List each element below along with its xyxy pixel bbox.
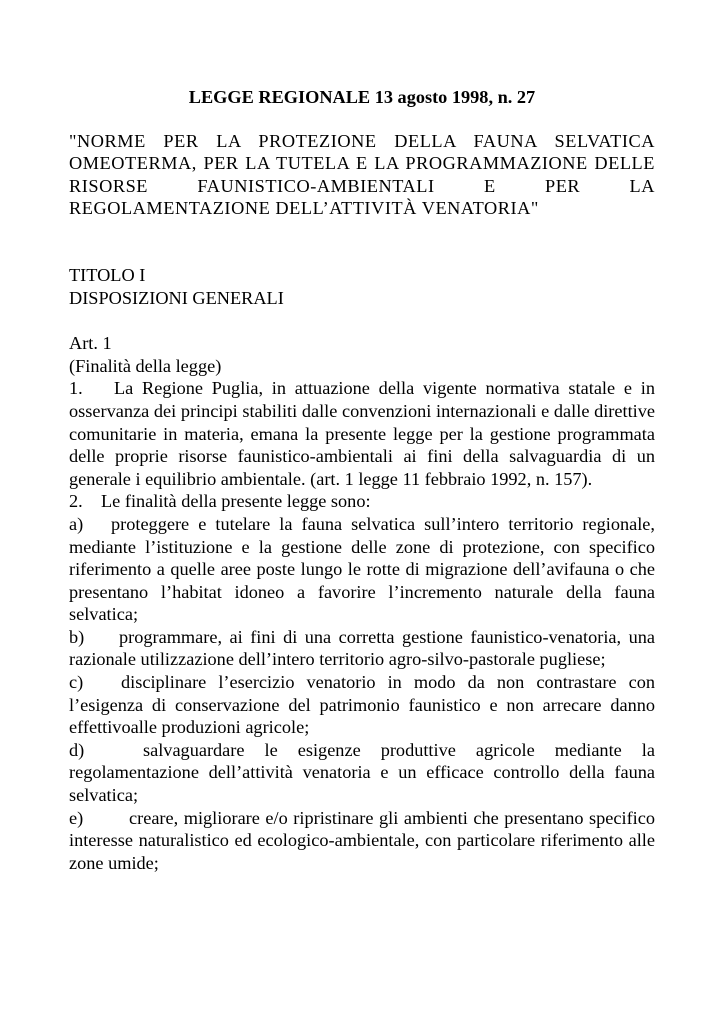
item-text: creare, migliorare e/o ripristinare gli ambienti che presentano specifico interesse naturalistico ed ecologico-ambientale, con particolare riferimento alle zone umide; [69,807,655,873]
list-item-d [69,739,655,807]
list-item-b [69,626,655,671]
item-text: salvaguardare le esigenze produttive agricole mediante la regolamentazione dell’attività venatoria e un efficace controllo della fauna selvatica; [69,739,655,806]
article-1 [69,332,655,874]
item-text: proteggere e tutelare la fauna selvatica sull’intero territorio regionale, mediante l’istituzione e la gestione delle zone di protezione, con specifico riferimento a quelle aree poste lungo le rotte di migrazione dell’avifauna o che presentano l’habitat idoneo a favorire l’incremento naturale della fauna selvatica; [69,513,655,625]
item-letter: a) [69,513,84,534]
titolo-block [69,264,655,309]
law-title: LEGGE REGIONALE 13 agosto 1998, n. 27 [188,87,536,107]
item-letter: c) [69,672,84,693]
paragraph-1 [69,377,655,490]
item-text: programmare, ai fini di una corretta gestione faunistico-venatoria, una razionale utilizzazione dell’intero territorio agro-silvo-pastorale pugliese; [69,626,655,670]
item-letter: d) [69,739,85,760]
list-item-c [69,671,655,739]
law-subtitle: "NORME PER LA PROTEZIONE DELLA FAUNA SELVATICA OMEOTERMA, PER LA TUTELA E LA PROGRAMMAZIONE DELLE RISORSE FAUNISTICO-AMBIENTALI E PER LA REGOLAMENTAZIONE DELL’ATTIVITÀ VENATORIA" [69,130,655,219]
paragraph-text: La Regione Puglia, in attuazione della vigente normativa statale e in osservanza dei principi stabiliti dalle convenzioni internazionali e dalle direttive comunitarie in materia, emana la presente legge per la gestione programmata delle proprie risorse faunistico-ambientali ai fini della salvaguardia di un generale i equilibrio ambientale. (art. 1 legge 11 febbraio 1992, n. 157). [69,378,655,489]
article-heading: (Finalità della legge) [69,355,222,376]
paragraph-number: 1. [69,378,83,399]
list-item-a [69,513,655,626]
titolo-name: DISPOSIZIONI GENERALI [69,287,284,308]
item-text: disciplinare l’esercizio venatorio in modo da non contrastare con l’esigenza di conservazione del patrimonio faunistico e non arrecare danno effettivoalle produzioni agricole; [69,672,655,738]
item-letter: b) [69,626,85,647]
paragraph-2 [69,490,655,513]
paragraph-text: Le finalità della presente legge sono: [101,491,371,512]
titolo-number: TITOLO I [69,264,146,285]
list-item-e [69,807,655,875]
paragraph-number: 2. [69,491,83,512]
document-page [69,86,655,874]
article-number: Art. 1 [69,333,112,354]
item-letter: e) [69,807,84,828]
